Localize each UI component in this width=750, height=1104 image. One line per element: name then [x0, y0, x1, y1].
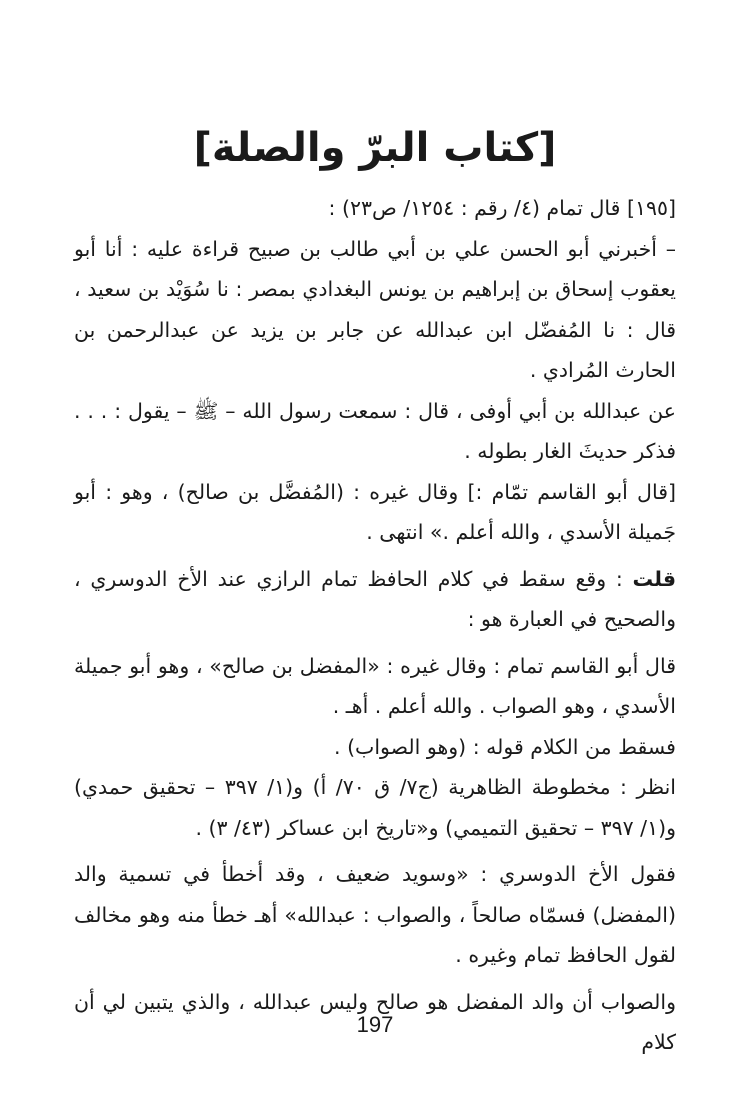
qult-label: قلت: [632, 566, 676, 591]
critique-paragraph: فقول الأخ الدوسري : «وسويد ضعيف ، وقد أخطأ في تسمية والد (المفضل) فسمّاه صالحاً ، والصواب : عبدالله» أهـ خطأ منه وهو مخالف لقول الحافظ تمام وغيره .: [74, 862, 676, 967]
page-number: 197: [356, 1012, 394, 1037]
commentary-text: : وقع سقط في كلام الحافظ تمام الرازي عند الأخ الدوسري ، والصحيح في العبارة هو :: [74, 566, 676, 631]
page-body: [74, 188, 676, 1063]
omission-paragraph: فسقط من الكلام قوله : (وهو الصواب) .: [334, 734, 676, 759]
correct-wording-paragraph: قال أبو القاسم تمام : وقال غيره : «المفضل بن صالح» ، وهو أبو جميلة الأسدي ، وهو الصواب . والله أعلم . أهـ .: [74, 653, 676, 718]
commentary-paragraph: [74, 559, 676, 640]
matn-paragraph: عن عبدالله بن أبي أوفى ، قال : سمعت رسول الله – ﷺ – يقول : . . . فذكر حديثَ الغار بطوله .: [74, 398, 676, 463]
reference-paragraph: انظر : مخطوطة الظاهرية (ج٧/ ق ٧٠/ أ) و(١/ ٣٩٧ – تحقيق حمدي) و(١/ ٣٩٧ – تحقيق التميمي) و«تاريخ ابن عساكر (٤٣/ ٣) .: [74, 775, 676, 840]
tammam-note-paragraph: [قال أبو القاسم تمّام :] وقال غيره : (المُفضَّل بن صالح) ، وهو : أبو جَميلة الأسدي ، والله أعلم .» انتهى .: [74, 479, 676, 544]
conclusion-paragraph: والصواب أن والد المفضل هو صالح وليس عبدالله ، والذي يتبين لي أن كلام: [74, 989, 676, 1054]
isnad-paragraph: – أخبرني أبو الحسن علي بن أبي طالب بن صبيح قراءة عليه : أنا أبو يعقوب إسحاق بن إبراهيم بن يونس البغدادي بمصر : نا سُوَيْد بن سعيد ، قال : نا المُفضّل ابن عبدالله عن جابر بن يزيد عن عبدالرحمن بن الحارث المُرادي .: [74, 236, 676, 382]
chapter-title: [كتاب البرّ والصلة]: [193, 125, 557, 171]
hadith-heading: [١٩٥] قال تمام (٤/ رقم : ١٢٥٤/ ص٢٣) :: [328, 196, 676, 220]
